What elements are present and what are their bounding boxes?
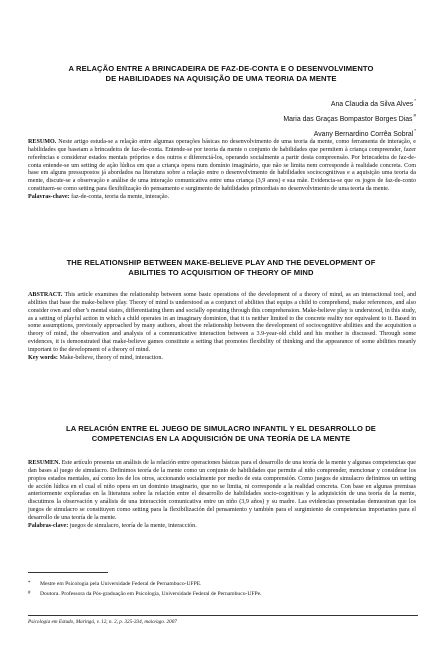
- footnote-rule: [28, 572, 108, 573]
- footnotes: [28, 572, 418, 599]
- footnote-1: * Mestre em Psicologia pela Universidade Federal de Pernambuco-UFPE.: [28, 581, 202, 587]
- footnote-2: # Doutora. Professora da Pós-graduação em Psicologia, Universidade Federal de Pernambuco-UFPe.: [28, 591, 262, 597]
- title-en-line-1: THE RELATIONSHIP BETWEEN MAKE-BELIEVE PLAY AND THE DEVELOPMENT OF: [66, 258, 376, 267]
- title-es: [10, 424, 432, 444]
- keywords-pt: Palavras-chave: faz-de-conta, teoria da mente, interação.: [28, 193, 170, 200]
- abstract-pt-label: RESUMO.: [28, 139, 57, 145]
- title-es-line-2: COMPETENCIAS EN LA ADQUISICIÓN DE UNA TEORÍA DE LA MENTE: [91, 434, 351, 443]
- author-3: Avany Bernardino Corrêa Sobral*: [313, 128, 416, 138]
- title-pt-line-2: DE HABILIDADES NA AQUISIÇÃO DE UMA TEORIA DA MENTE: [105, 74, 337, 83]
- author-list: [283, 95, 416, 140]
- title-pt-line-1: A RELAÇÃO ENTRE A BRINCADEIRA DE FAZ-DE-CONTA E O DESENVOLVIMENTO: [68, 64, 374, 73]
- author-2: Maria das Graças Bompastor Borges Dias#: [283, 113, 416, 123]
- abstract-pt: [28, 139, 416, 202]
- title-es-line-1: LA RELACIÓN ENTRE EL JUEGO DE SIMULACRO INFANTIL Y EL DESARROLLO DE: [66, 424, 376, 433]
- title-pt: [10, 64, 432, 84]
- abstract-pt-text: Neste artigo estuda-se a relação entre algumas operações básicas no desenvolvimento de uma teoria da mente, como ferramenta de interação, e habilidades que baseiam a brincadeira de faz-de-conta. Entende-se por teoria da mente o conjunto de habilidades que permitem à criança compreender, fazer referências e considerar estados mentais próprios e dos outros e diferenciá-los, operando socialmente a partir desta compreensão. Por brincadeira de faz-de-conta entende-se um setting de ação lúdica em que a criança opera num domínio imaginário, que não se limita nem corresponde à realidade concreta. Com base em alguns pressupostos já abordados na literatura sobre a relação entre o desenvolvimento de habilidades sociocognitivas e a aquisição uma teoria da mente, discute-se a observação e análise de uma interação comunicativa entre uma criança (3,9 anos) e sua mãe. Evidencia-se que os jogos de faz-de-conto constituem-se como setting para flexibilização do pensamento e surgimento de habilidades primordiais no desenvolvimento de uma teoria da mente.: [28, 139, 416, 193]
- abstract-es-text: Este artículo presenta un análisis de la relación entre operaciones básicas para el desarrollo de una teoría de la mente y algunas competencias que dan bases al juego de simulacro. Definimos teoría de la mente como un conjunto de habilidades que permite al niño comprender, mencionar y considerar los propios estados mentales, así como los de los otros, accionando socialmente por medio de esta comprensión. Como juegos de simulacro definimos un setting de acción lúdica en el cual el niño opera en un dominio imaginario, que no se limita, ni corresponde a la realidad concreta. Con base en algunas premisas anteriormente exploradas en la literatura sobre la relación entre el desarrollo de habilidades socio-cognitivas y la adquisición de una teoría de la mente, discutimos la observación y análisis de una interacción comunicativa entre un niño (3,9 años) y su madre. Las evidencias presentadas demuestran que los juegos de simulacro se constituyen como setting para la flexibilización del pensamiento y también para el surgimiento de competencias importantes para el desarrollo de una teoría de la mente.: [28, 460, 417, 521]
- author-1: Ana Claudia da Silva Alves*: [330, 98, 416, 108]
- keywords-es: Palabras-clave: juegos de simulacro, teoría de la mente, interacción.: [28, 522, 197, 529]
- title-en: [10, 258, 432, 278]
- title-en-line-2: ABILITIES TO ACQUISITION OF THEORY OF MIND: [128, 268, 314, 277]
- abstract-en: [28, 292, 416, 363]
- keywords-en: Key words: Make-believe, theory of mind, interaction.: [28, 354, 163, 361]
- abstract-es: [28, 460, 416, 531]
- abstract-en-label: ABSTRACT.: [28, 292, 63, 298]
- abstract-en-text: This article examines the relationship between some basic operations of the development of a theory of mind, as an interactional tool, and abilities that base the make-believe play. Theory of mind is understood as a conjunct of abilities that equips a child to comprehend, make references, and also consider own and other’s mental states, differentiating them and socially operating through this comprehension. Make-believe play is understood, in this study, as a setting of playful action in which a child operates in an imaginary dominion, that it is neither limited to the concrete reality nor equivalent to it. Based in some assumptions, previously approached by many authors, about the relationship between the development of sociocognitive abilities and the acquisition a theory of mind, the observation and analysis of a communicative interaction between a 3.9-year-old child and his mother is discussed. Through some evidences, it is demonstrated that make-believe games constitute a setting that promotes flexibility of thinking and the appearance of some abilities meanly important to the development of a theory of mind.: [28, 292, 416, 353]
- abstract-es-label: RESUMEN.: [28, 460, 60, 466]
- journal-footer: Psicologia em Estudo, Maringá, v. 12, n. 2, p. 325-334, maio/ago. 2007: [28, 615, 418, 625]
